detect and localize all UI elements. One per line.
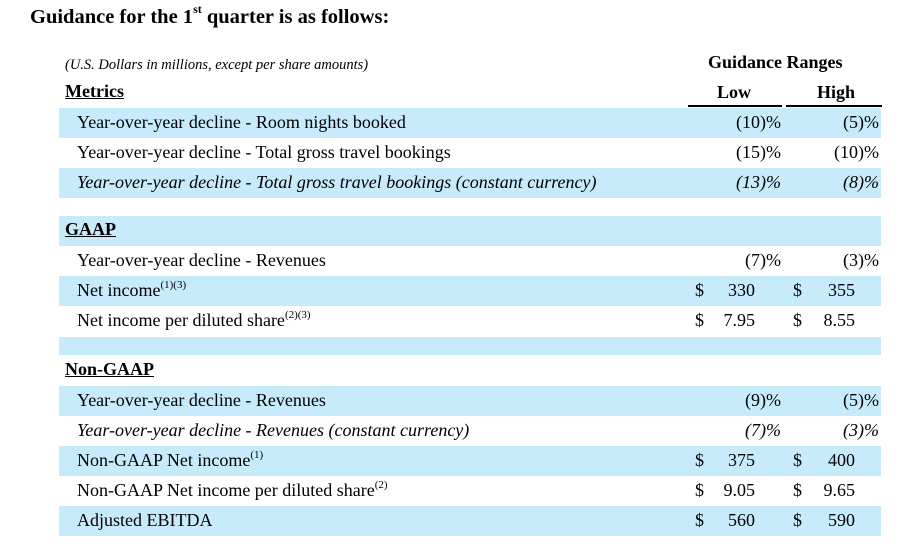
units-note: (U.S. Dollars in millions, except per share amounts): [65, 57, 369, 73]
low-column-header: Low: [716, 82, 751, 102]
high-value: (5)%: [843, 112, 879, 132]
table-row: [59, 476, 881, 506]
low-value: 330: [728, 280, 755, 300]
row-label: Net income per diluted share$^{(2)(3)}$: [77, 309, 311, 330]
high-value: 355: [828, 280, 855, 300]
row-label: Year-over-year decline - Total gross travel bookings (constant currency): [77, 172, 597, 192]
page-title: Guidance for the 1st quarter is as follows:: [30, 2, 390, 28]
gaap-heading: GAAP: [65, 219, 116, 239]
table-row: [59, 386, 881, 416]
metrics-heading: Metrics: [65, 81, 124, 101]
row-label: Year-over-year decline - Total gross travel bookings: [77, 142, 451, 162]
non-gaap-heading: Non-GAAP: [65, 359, 154, 379]
row-label: Non-GAAP Net income per diluted share$^{(2)}$: [77, 479, 388, 500]
row-spacer: [59, 337, 881, 355]
high-value: (8)%: [843, 172, 879, 192]
low-value: (15)%: [736, 142, 781, 162]
currency-symbol: $: [793, 450, 802, 470]
row-label: Year-over-year decline - Revenues: [77, 390, 326, 410]
currency-symbol: $: [695, 450, 704, 470]
currency-symbol: $: [695, 480, 704, 500]
low-value: 7.95: [723, 310, 755, 330]
high-value: 9.65: [823, 480, 855, 500]
low-value: (9)%: [745, 390, 781, 410]
currency-symbol: $: [793, 480, 802, 500]
high-value: (3)%: [843, 250, 879, 270]
currency-symbol: $: [695, 280, 704, 300]
table-row: [59, 506, 881, 536]
table-row: [59, 246, 881, 276]
row-label: Non-GAAP Net income$^{(1)}$: [77, 449, 264, 470]
table-row: [59, 306, 881, 336]
guidance-ranges-header: Guidance Ranges: [708, 52, 843, 72]
table-row: [59, 108, 881, 138]
low-value: (13)%: [736, 172, 781, 192]
low-value: (7)%: [745, 250, 781, 270]
currency-symbol: $: [695, 310, 704, 330]
low-value: (7)%: [745, 420, 781, 440]
low-value: 560: [728, 510, 755, 530]
high-value: 590: [828, 510, 855, 530]
high-value: (5)%: [843, 390, 879, 410]
table-row: [59, 138, 881, 168]
high-value: (10)%: [834, 142, 879, 162]
row-label: Year-over-year decline - Room nights booked: [77, 112, 406, 132]
currency-symbol: $: [695, 510, 704, 530]
currency-symbol: $: [793, 310, 802, 330]
high-column-header: High: [816, 82, 855, 102]
row-spacer: [59, 198, 881, 216]
low-value: 9.05: [723, 480, 755, 500]
table-row: [59, 168, 881, 198]
low-value: 375: [728, 450, 755, 470]
table-row: [59, 416, 881, 446]
section-band: [59, 216, 881, 246]
row-label: Adjusted EBITDA: [77, 510, 213, 530]
table-row: [59, 276, 881, 306]
row-label: Year-over-year decline - Revenues: [77, 250, 326, 270]
table-row: [59, 446, 881, 476]
row-label: Year-over-year decline - Revenues (constant currency): [77, 420, 470, 440]
high-value: 8.55: [823, 310, 855, 330]
currency-symbol: $: [793, 280, 802, 300]
high-header-rule: [786, 105, 882, 107]
low-value: (10)%: [736, 112, 781, 132]
low-header-rule: [688, 105, 782, 107]
high-value: (3)%: [843, 420, 879, 440]
row-label: Net income$^{(1)(3)}$: [77, 279, 187, 300]
currency-symbol: $: [793, 510, 802, 530]
high-value: 400: [828, 450, 855, 470]
